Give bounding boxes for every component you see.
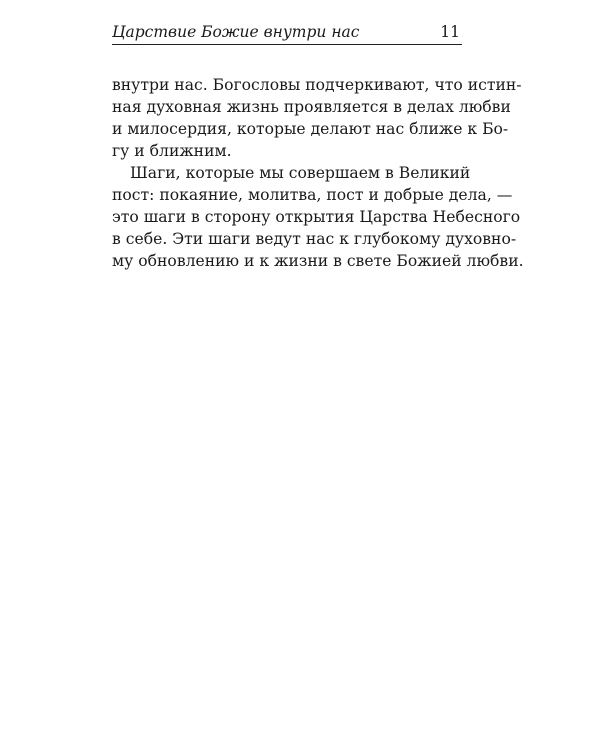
text-line: в себе. Эти шаги ведут нас к глубокому духовно- [112,230,517,248]
text-line: му обновлению и к жизни в свете Божией любви. [112,252,524,270]
text-line: Шаги, которые мы совершаем в Великий [130,164,471,182]
running-header [112,22,462,45]
text-line: это шаги в сторону открытия Царства Небесного [112,208,521,226]
page-number: 11 [440,23,460,41]
text-line: гу и ближним. [112,142,232,160]
text-line: внутри нас. Богословы подчеркивают, что истин- [112,76,522,94]
text-line: и милосердия, которые делают нас ближе к Бо- [112,120,509,138]
paragraph [112,74,522,162]
body-text [112,74,524,272]
paragraph [112,162,524,272]
text-line: ная духовная жизнь проявляется в делах любви [112,98,511,116]
text-line: пост: покаяние, молитва, пост и добрые дела, — [112,186,513,204]
running-title: Царствие Божие внутри нас [112,23,360,41]
